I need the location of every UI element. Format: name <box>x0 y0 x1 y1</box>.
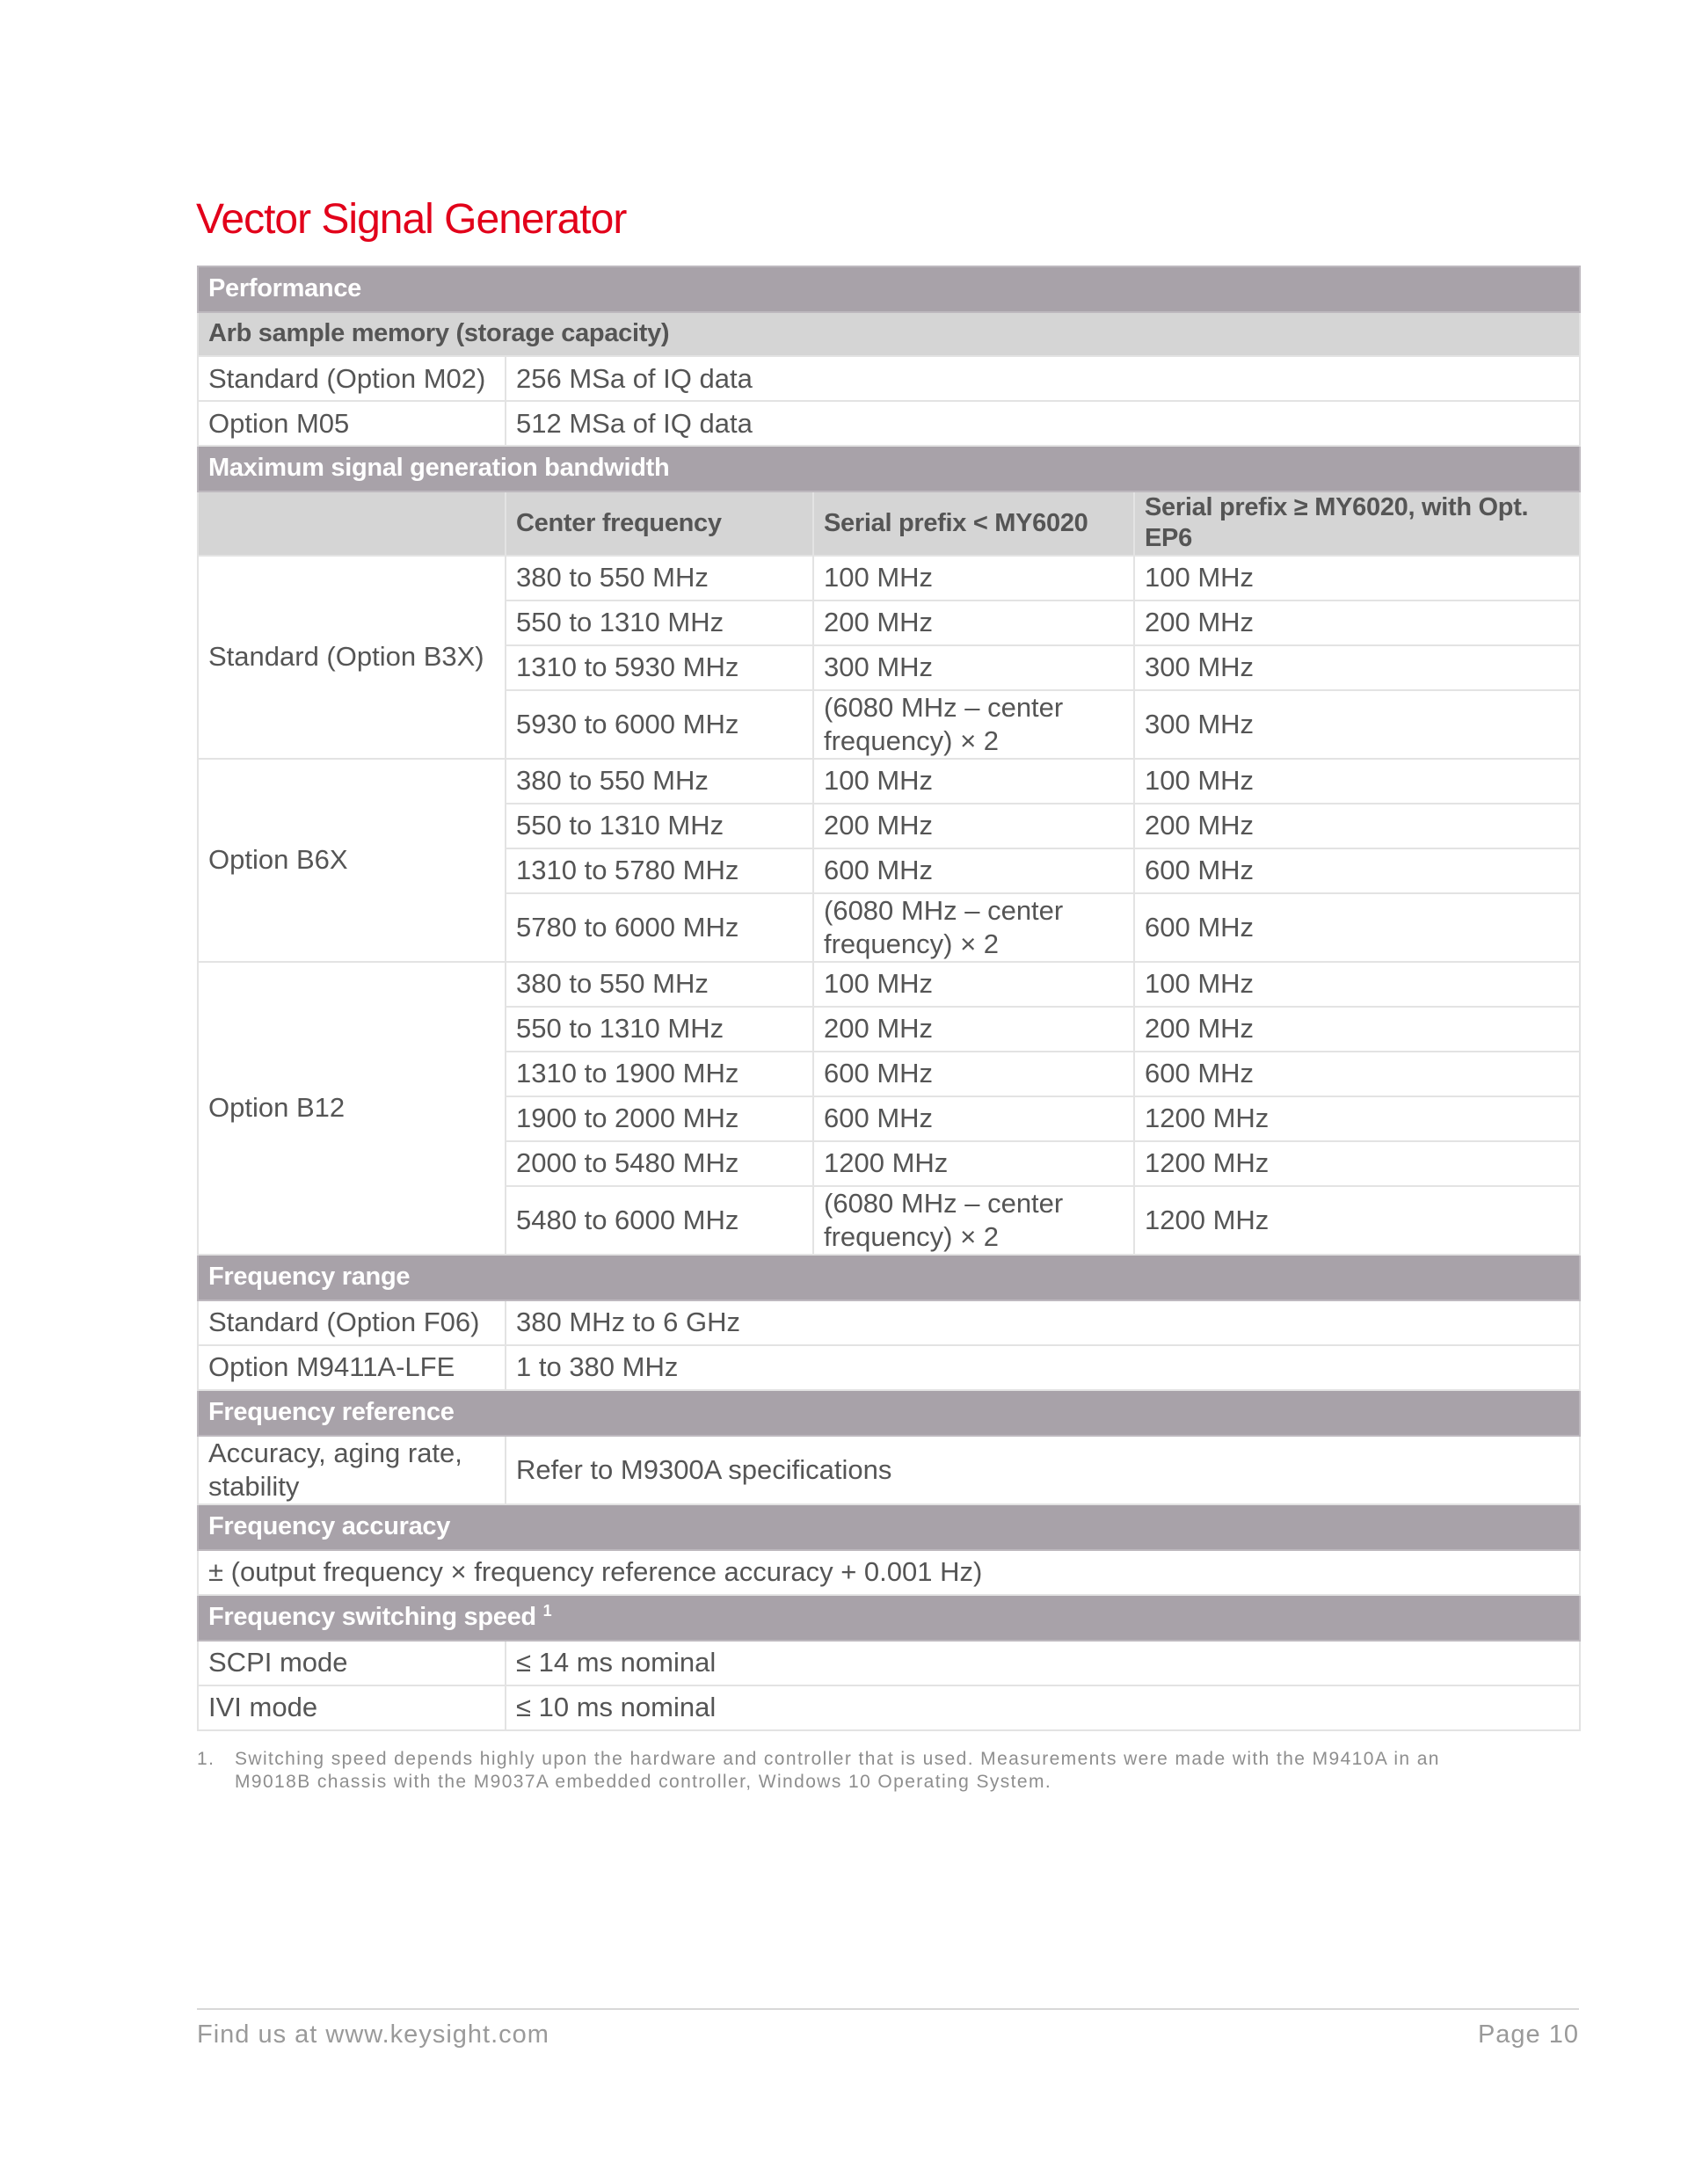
table-row <box>198 1436 1580 1504</box>
cell-center: 550 to 1310 MHz <box>506 804 813 848</box>
footnote-number: 1. <box>197 1749 215 1769</box>
cell-center: 5480 to 6000 MHz <box>506 1186 813 1255</box>
cell-serial-lt: 200 MHz <box>813 804 1134 848</box>
row-label: Option M9411A-LFE <box>198 1345 506 1390</box>
header-serial-ge: Serial prefix ≥ MY6020, with Opt. EP6 <box>1134 491 1580 556</box>
cell-serial-ge: 600 MHz <box>1134 1052 1580 1096</box>
cell-serial-ge: 1200 MHz <box>1134 1186 1580 1255</box>
table-row <box>198 556 1580 601</box>
cell-serial-ge: 100 MHz <box>1134 962 1580 1007</box>
footer-page-number: Page 10 <box>1477 2020 1579 2049</box>
row-label: Standard (Option M02) <box>198 356 506 401</box>
footnote-ref: 1 <box>542 1602 552 1620</box>
header-center-frequency: Center frequency <box>506 491 813 556</box>
cell-center: 1310 to 5930 MHz <box>506 645 813 690</box>
row-label: Standard (Option F06) <box>198 1300 506 1345</box>
section-header <box>198 266 1580 312</box>
cell-center: 550 to 1310 MHz <box>506 1007 813 1052</box>
cell-center: 550 to 1310 MHz <box>506 601 813 645</box>
spec-table <box>197 266 1581 1731</box>
cell-center: 380 to 550 MHz <box>506 556 813 601</box>
section-frequency-accuracy: Frequency accuracy <box>198 1504 1580 1550</box>
section-performance: Performance <box>198 266 1580 312</box>
cell-serial-ge: 100 MHz <box>1134 556 1580 601</box>
footer-website: Find us at www.keysight.com <box>197 2020 549 2049</box>
row-value: Refer to M9300A specifications <box>506 1436 1580 1504</box>
cell-serial-ge: 100 MHz <box>1134 759 1580 804</box>
section-switching-speed <box>198 1595 1580 1641</box>
row-value: 380 MHz to 6 GHz <box>506 1300 1580 1345</box>
row-value: 256 MSa of IQ data <box>506 356 1580 401</box>
row-value: ± (output frequency × frequency reference accuracy + 0.001 Hz) <box>198 1550 1580 1595</box>
table-row <box>198 356 1580 401</box>
cell-serial-lt: (6080 MHz – center frequency) × 2 <box>813 893 1134 962</box>
cell-center: 1900 to 2000 MHz <box>506 1096 813 1141</box>
row-label: Accuracy, aging rate, stability <box>198 1436 506 1504</box>
footer-divider <box>197 2008 1579 2010</box>
section-header <box>198 446 1580 491</box>
footnote-text: Switching speed depends highly upon the hardware and controller that is used. Measurements were made with the M9410A in an M9018B chassis with the M9037A embedded controller, Windows 10 Operating System. <box>235 1749 1440 1792</box>
cell-serial-ge: 1200 MHz <box>1134 1141 1580 1186</box>
cell-serial-lt: 1200 MHz <box>813 1141 1134 1186</box>
cell-serial-lt: 200 MHz <box>813 1007 1134 1052</box>
cell-center: 380 to 550 MHz <box>506 759 813 804</box>
section-max-bandwidth: Maximum signal generation bandwidth <box>198 446 1580 491</box>
section-arb-memory: Arb sample memory (storage capacity) <box>198 312 1580 356</box>
table-row <box>198 759 1580 804</box>
section-header <box>198 1390 1580 1436</box>
cell-center: 5780 to 6000 MHz <box>506 893 813 962</box>
cell-serial-lt: 100 MHz <box>813 962 1134 1007</box>
cell-serial-ge: 300 MHz <box>1134 645 1580 690</box>
cell-serial-lt: 600 MHz <box>813 1096 1134 1141</box>
section-switching-speed-label: Frequency switching speed <box>208 1603 536 1632</box>
group-label-b6x: Option B6X <box>198 759 506 962</box>
cell-center: 5930 to 6000 MHz <box>506 690 813 759</box>
table-row <box>198 1685 1580 1730</box>
header-blank <box>198 491 506 556</box>
section-header <box>198 1595 1580 1641</box>
footnote <box>197 1748 1489 1794</box>
row-value: 512 MSa of IQ data <box>506 401 1580 446</box>
cell-serial-lt: 200 MHz <box>813 601 1134 645</box>
row-label: SCPI mode <box>198 1641 506 1685</box>
cell-serial-ge: 600 MHz <box>1134 848 1580 893</box>
group-label-b3x: Standard (Option B3X) <box>198 556 506 759</box>
cell-serial-lt: 100 MHz <box>813 556 1134 601</box>
row-label: IVI mode <box>198 1685 506 1730</box>
row-value: ≤ 10 ms nominal <box>506 1685 1580 1730</box>
section-header <box>198 1255 1580 1300</box>
cell-center: 1310 to 1900 MHz <box>506 1052 813 1096</box>
cell-serial-ge: 1200 MHz <box>1134 1096 1580 1141</box>
cell-serial-ge: 300 MHz <box>1134 690 1580 759</box>
cell-serial-ge: 200 MHz <box>1134 1007 1580 1052</box>
section-header <box>198 1504 1580 1550</box>
bandwidth-column-headers <box>198 491 1580 556</box>
row-label: Option M05 <box>198 401 506 446</box>
row-value: 1 to 380 MHz <box>506 1345 1580 1390</box>
table-row <box>198 1550 1580 1595</box>
page-title: Vector Signal Generator <box>196 196 627 243</box>
cell-serial-lt: (6080 MHz – center frequency) × 2 <box>813 690 1134 759</box>
cell-serial-ge: 200 MHz <box>1134 804 1580 848</box>
cell-serial-lt: 600 MHz <box>813 1052 1134 1096</box>
cell-serial-ge: 600 MHz <box>1134 893 1580 962</box>
cell-serial-lt: 600 MHz <box>813 848 1134 893</box>
cell-center: 380 to 550 MHz <box>506 962 813 1007</box>
section-frequency-range: Frequency range <box>198 1255 1580 1300</box>
cell-serial-lt: 100 MHz <box>813 759 1134 804</box>
section-frequency-reference: Frequency reference <box>198 1390 1580 1436</box>
table-row <box>198 401 1580 446</box>
group-label-b12: Option B12 <box>198 962 506 1255</box>
row-value: ≤ 14 ms nominal <box>506 1641 1580 1685</box>
cell-center: 1310 to 5780 MHz <box>506 848 813 893</box>
cell-serial-lt: 300 MHz <box>813 645 1134 690</box>
table-row <box>198 1345 1580 1390</box>
table-row <box>198 962 1580 1007</box>
cell-serial-ge: 200 MHz <box>1134 601 1580 645</box>
table-row <box>198 1300 1580 1345</box>
cell-serial-lt: (6080 MHz – center frequency) × 2 <box>813 1186 1134 1255</box>
table-row <box>198 1641 1580 1685</box>
header-serial-lt: Serial prefix < MY6020 <box>813 491 1134 556</box>
subsection-header <box>198 312 1580 356</box>
cell-center: 2000 to 5480 MHz <box>506 1141 813 1186</box>
